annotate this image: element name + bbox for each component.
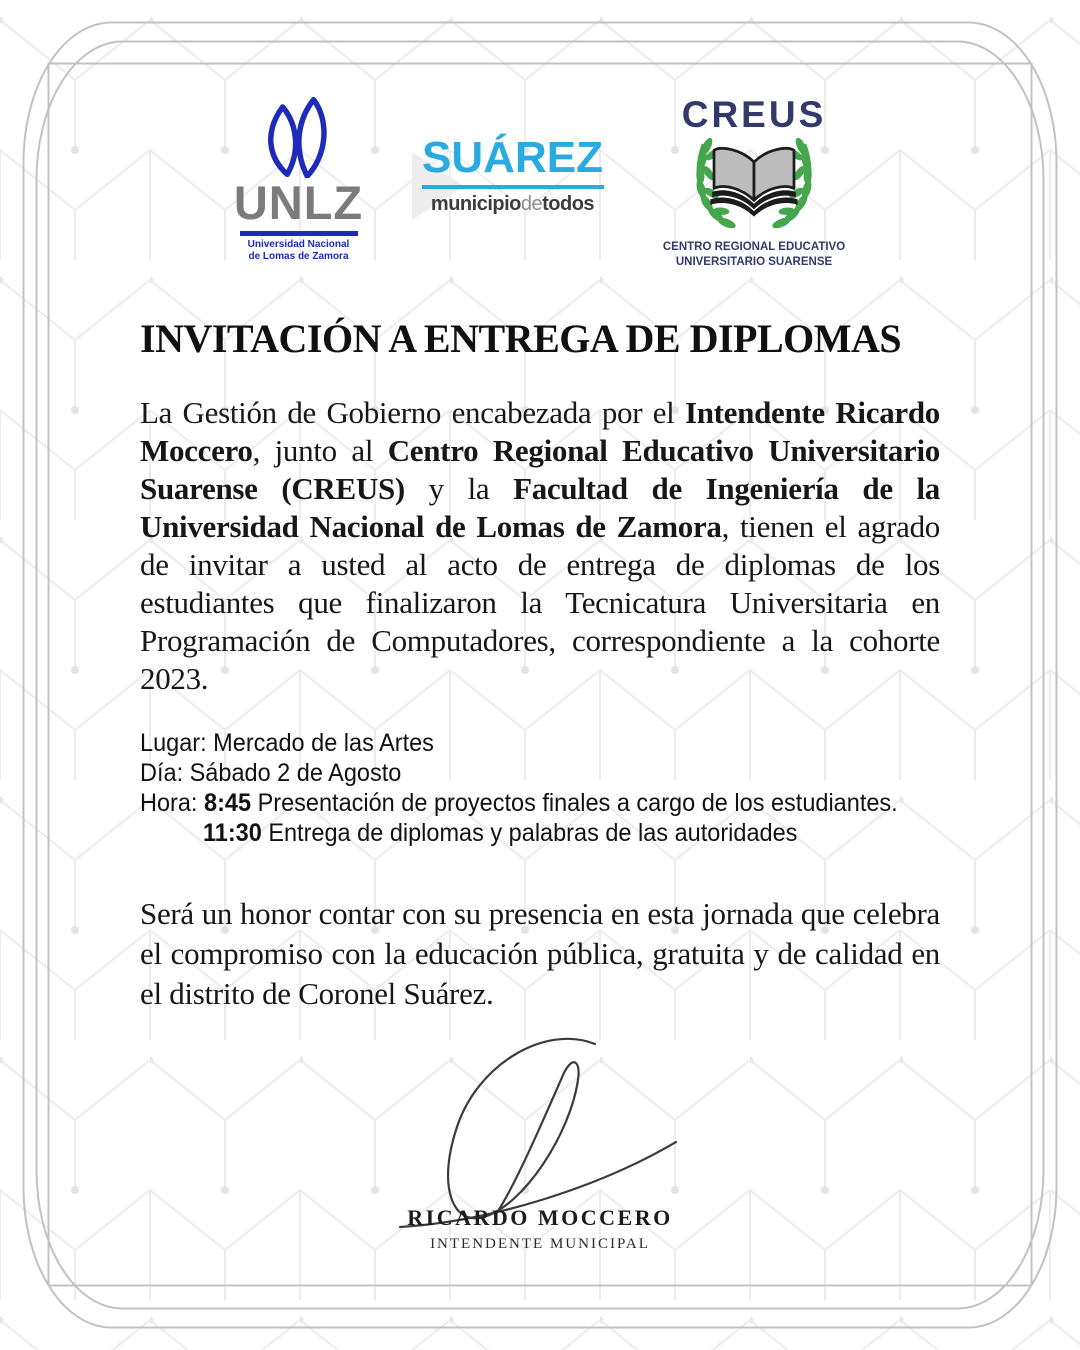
creus-caption-line2: UNIVERSITARIO SUARENSE (675, 255, 833, 268)
detail-hora-2 (140, 818, 986, 848)
detail-dia (140, 758, 986, 788)
creus-book-laurel-icon (679, 133, 829, 233)
signatory-role: INTENDENTE MUNICIPAL (430, 1235, 650, 1252)
intro-seg-7: , tienen el agrado de invitar a usted al acto de entrega de diplomas de los estudiantes que finalizaron la Tecnicatura Universitaria en Programación de Computadores, correspondiente a la cohorte 2023. (140, 508, 941, 696)
unlz-bar (240, 231, 358, 236)
creus-caption-line1: CENTRO REGIONAL EDUCATIVO (662, 241, 846, 253)
dia-label: Día: (140, 758, 190, 787)
suarez-underline (422, 185, 604, 189)
intro-seg-2-bold: Intendente Ricardo Moccero (140, 394, 940, 468)
intro-seg-3: , junto al (252, 432, 388, 468)
closing-paragraph: Será un honor contar con su presencia en esta jornada que celebra el compromiso con la educación pública, gratuita y de calidad en el distrito de Coronel Suárez. (140, 895, 940, 1011)
suarez-subtitle-todos: todos (542, 193, 595, 215)
intro-seg-5: y la (404, 470, 514, 506)
hora1-text: Presentación de proyectos finales a cargo de los estudiantes. (251, 788, 898, 817)
hora2-text: Entrega de diplomas y palabras de las autoridades (261, 818, 798, 847)
signature-block (0, 1030, 1080, 1253)
creus-acronym: CREUS (681, 94, 827, 135)
creus-caption (652, 240, 857, 270)
suarez-subtitle (418, 194, 608, 214)
hora1-time: 8:45 (204, 788, 252, 817)
intro-seg-6-bold: Facultad de Ingeniería de la Universidad Nacional de Lomas de Zamora (140, 470, 941, 544)
dia-value: Sábado 2 de Agosto (189, 758, 402, 787)
signatory-name: RICARDO MOCCERO (407, 1204, 673, 1230)
logos-row (0, 0, 1080, 270)
page-title: INVITACIÓN A ENTREGA DE DIPLOMAS (140, 315, 902, 361)
suarez-subtitle-municipio: municipio (430, 193, 521, 215)
unlz-caption-line1: Universidad Nacional (247, 239, 350, 250)
unlz-acronym: UNLZ (233, 176, 364, 229)
unlz-caption-line2: de Lomas de Zamora (248, 250, 349, 262)
creus-logo (652, 96, 857, 270)
intro-seg-4-bold: Centro Regional Educativo Universitario Suarense (CREUS) (140, 432, 940, 506)
intro-seg-1: La Gestión de Gobierno encabezada por el (140, 394, 685, 430)
suarez-subtitle-de: de (520, 193, 543, 215)
lugar-value: Mercado de las Artes (213, 728, 434, 757)
suarez-title: SUÁREZ (422, 133, 603, 182)
open-book-icon (710, 148, 797, 216)
event-details (140, 728, 986, 848)
hora2-time: 11:30 (202, 818, 262, 847)
detail-lugar (140, 728, 986, 758)
intro-paragraph (140, 394, 940, 698)
hora-label: Hora: (140, 788, 205, 817)
unlz-leaf-icon (251, 96, 347, 178)
lugar-label: Lugar: (140, 728, 214, 757)
unlz-logo (224, 96, 374, 262)
suarez-logo (418, 133, 608, 215)
detail-hora-1 (140, 788, 986, 818)
